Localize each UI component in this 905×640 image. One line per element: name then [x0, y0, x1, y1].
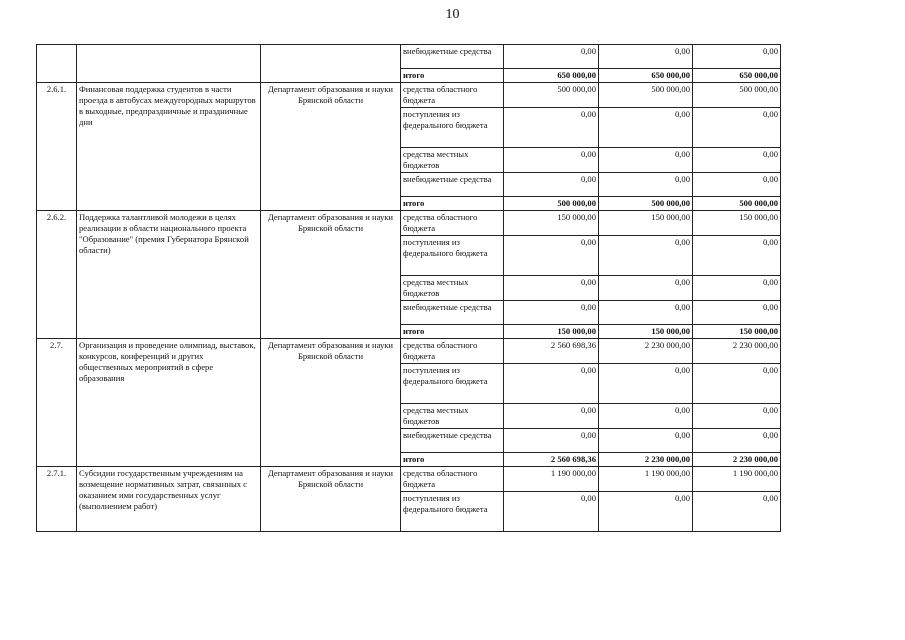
responsible-department: Департамент образования и науки Брянской области	[261, 339, 401, 467]
funding-source: внебюджетные средства	[401, 45, 504, 69]
amount-year-1: 150 000,00	[504, 211, 599, 236]
amount-year-2: 0,00	[599, 45, 693, 69]
amount-year-2: 150 000,00	[599, 211, 693, 236]
amount-year-2: 1 190 000,00	[599, 467, 693, 492]
amount-year-3: 500 000,00	[693, 197, 781, 211]
funding-source: средства областного бюджета	[401, 467, 504, 492]
responsible-department: Департамент образования и науки Брянской области	[261, 211, 401, 339]
funding-source: итого	[401, 453, 504, 467]
responsible-department: Департамент образования и науки Брянской области	[261, 83, 401, 211]
item-number: 2.6.2.	[37, 211, 77, 339]
amount-year-3: 0,00	[693, 492, 781, 532]
item-number	[37, 45, 77, 83]
amount-year-3: 0,00	[693, 236, 781, 276]
funding-source: итого	[401, 69, 504, 83]
funding-source: средства местных бюджетов	[401, 404, 504, 429]
funding-source: средства областного бюджета	[401, 339, 504, 364]
funding-source: поступления из федерального бюджета	[401, 108, 504, 148]
amount-year-1: 2 560 698,36	[504, 339, 599, 364]
funding-source: внебюджетные средства	[401, 429, 504, 453]
page-number: 10	[445, 7, 460, 22]
amount-year-3: 1 190 000,00	[693, 467, 781, 492]
responsible-department	[261, 45, 401, 83]
funding-source: средства местных бюджетов	[401, 148, 504, 173]
amount-year-1: 0,00	[504, 236, 599, 276]
amount-year-3: 0,00	[693, 173, 781, 197]
amount-year-3: 2 230 000,00	[693, 339, 781, 364]
funding-source: средства областного бюджета	[401, 211, 504, 236]
amount-year-1: 650 000,00	[504, 69, 599, 83]
table-row	[37, 339, 781, 364]
amount-year-3: 0,00	[693, 45, 781, 69]
amount-year-2: 2 230 000,00	[599, 339, 693, 364]
amount-year-2: 0,00	[599, 236, 693, 276]
amount-year-1: 500 000,00	[504, 83, 599, 108]
amount-year-3: 150 000,00	[693, 211, 781, 236]
amount-year-1: 0,00	[504, 492, 599, 532]
amount-year-1: 0,00	[504, 404, 599, 429]
amount-year-3: 0,00	[693, 276, 781, 301]
amount-year-2: 0,00	[599, 148, 693, 173]
amount-year-1: 0,00	[504, 429, 599, 453]
amount-year-3: 0,00	[693, 108, 781, 148]
amount-year-2: 0,00	[599, 404, 693, 429]
amount-year-2: 0,00	[599, 108, 693, 148]
amount-year-1: 2 560 698,36	[504, 453, 599, 467]
item-number: 2.7.	[37, 339, 77, 467]
table-row	[37, 83, 781, 108]
amount-year-3: 0,00	[693, 301, 781, 325]
amount-year-1: 0,00	[504, 108, 599, 148]
amount-year-2: 0,00	[599, 173, 693, 197]
amount-year-1: 0,00	[504, 148, 599, 173]
amount-year-1: 0,00	[504, 301, 599, 325]
amount-year-1: 1 190 000,00	[504, 467, 599, 492]
funding-source: итого	[401, 325, 504, 339]
amount-year-2: 0,00	[599, 492, 693, 532]
funding-source: средства областного бюджета	[401, 83, 504, 108]
amount-year-2: 0,00	[599, 301, 693, 325]
amount-year-2: 0,00	[599, 429, 693, 453]
item-name	[77, 45, 261, 83]
funding-source: внебюджетные средства	[401, 301, 504, 325]
table-row	[37, 467, 781, 492]
amount-year-1: 0,00	[504, 45, 599, 69]
amount-year-3: 2 230 000,00	[693, 453, 781, 467]
amount-year-1: 500 000,00	[504, 197, 599, 211]
table-row	[37, 45, 781, 69]
item-number: 2.6.1.	[37, 83, 77, 211]
amount-year-1: 0,00	[504, 364, 599, 404]
amount-year-2: 2 230 000,00	[599, 453, 693, 467]
amount-year-2: 150 000,00	[599, 325, 693, 339]
table-row	[37, 211, 781, 236]
amount-year-2: 0,00	[599, 276, 693, 301]
amount-year-1: 0,00	[504, 276, 599, 301]
funding-source: поступления из федерального бюджета	[401, 236, 504, 276]
item-name: Поддержка талантливой молодежи в целях реализации в области национального проекта "Образование" (премия Губернатора Брянской области)	[77, 211, 261, 339]
funding-source: итого	[401, 197, 504, 211]
item-name: Субсидии государственным учреждениям на возмещение нормативных затрат, связанных с оказанием ими государственных услуг (выполнением работ)	[77, 467, 261, 532]
amount-year-2: 500 000,00	[599, 83, 693, 108]
amount-year-3: 0,00	[693, 429, 781, 453]
funding-source: поступления из федерального бюджета	[401, 364, 504, 404]
funding-source: внебюджетные средства	[401, 173, 504, 197]
item-number: 2.7.1.	[37, 467, 77, 532]
amount-year-2: 500 000,00	[599, 197, 693, 211]
amount-year-2: 650 000,00	[599, 69, 693, 83]
item-name: Организация и проведение олимпиад, выставок, конкурсов, конференций и других общественных мероприятий в сфере образования	[77, 339, 261, 467]
funding-source: поступления из федерального бюджета	[401, 492, 504, 532]
amount-year-3: 0,00	[693, 404, 781, 429]
amount-year-3: 0,00	[693, 364, 781, 404]
budget-table	[36, 44, 781, 532]
amount-year-3: 650 000,00	[693, 69, 781, 83]
amount-year-3: 0,00	[693, 148, 781, 173]
funding-source: средства местных бюджетов	[401, 276, 504, 301]
amount-year-1: 0,00	[504, 173, 599, 197]
amount-year-3: 500 000,00	[693, 83, 781, 108]
amount-year-1: 150 000,00	[504, 325, 599, 339]
amount-year-3: 150 000,00	[693, 325, 781, 339]
item-name: Финансовая поддержка студентов в части проезда в автобусах междугородных маршрутов в выходные, предпраздничные и праздничные дни	[77, 83, 261, 211]
amount-year-2: 0,00	[599, 364, 693, 404]
responsible-department: Департамент образования и науки Брянской области	[261, 467, 401, 532]
